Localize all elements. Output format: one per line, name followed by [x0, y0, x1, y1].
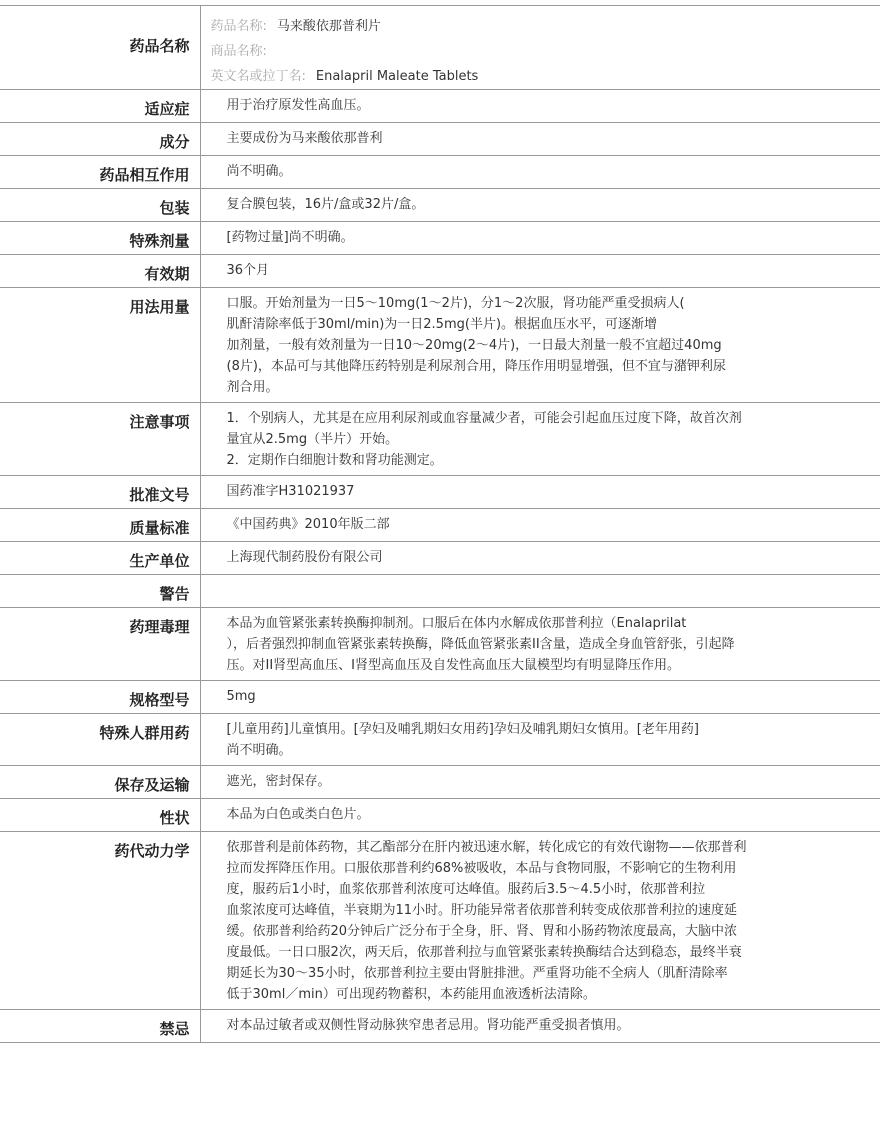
row-value-line: 尚不明确。 [226, 743, 292, 758]
row-label [0, 189, 200, 222]
spec-row [0, 832, 880, 1010]
row-value [200, 403, 880, 476]
row-label [0, 681, 200, 714]
row-value-line: 尚不明确。 [226, 164, 292, 179]
spec-row [0, 608, 880, 681]
row-value-line: 拉而发挥降压作用。口服依那普利约68%被吸收，本品与食物同服，不影响它的生物利用 [226, 861, 737, 876]
row-value-line: 遮光，密封保存。 [226, 774, 331, 789]
english-name-key: 英文名或拉丁名: [210, 69, 306, 84]
row-label-text: 药品相互作用 [99, 166, 190, 184]
spec-row [0, 1010, 880, 1043]
generic-name-value: 马来酸依那普利片 [276, 19, 381, 34]
row-value-line: 量宜从2.5mg（半片）开始。 [226, 432, 399, 447]
row-value-line: 《中国药典》2010年版二部 [226, 517, 390, 532]
row-value [200, 6, 880, 90]
row-label [0, 1010, 200, 1043]
row-label-text: 批准文号 [129, 486, 190, 504]
generic-name-key: 药品名称: [210, 19, 267, 34]
row-value [200, 681, 880, 714]
row-label [0, 123, 200, 156]
row-label [0, 6, 200, 90]
row-label [0, 255, 200, 288]
row-value [200, 123, 880, 156]
row-value [200, 476, 880, 509]
row-value [200, 608, 880, 681]
row-label [0, 799, 200, 832]
spec-row [0, 476, 880, 509]
row-value-line: 上海现代制药股份有限公司 [226, 550, 383, 565]
row-label-text: 质量标准 [129, 519, 190, 537]
row-value-line: 主要成份为马来酸依那普利 [226, 131, 383, 146]
row-value [200, 90, 880, 123]
spec-row [0, 189, 880, 222]
row-label-text: 规格型号 [129, 691, 190, 709]
spec-row [0, 542, 880, 575]
row-value [200, 1010, 880, 1043]
english-name-value: Enalapril Maleate Tablets [315, 69, 479, 84]
row-value [200, 714, 880, 766]
spec-row [0, 766, 880, 799]
spec-row [0, 799, 880, 832]
row-value-line: 依那普利是前体药物，其乙酯部分在肝内被迅速水解，转化成它的有效代谢物——依那普利 [226, 840, 747, 855]
row-label-text: 包装 [159, 199, 190, 217]
row-label-text: 生产单位 [129, 552, 190, 570]
row-value-line: [药物过量]尚不明确。 [226, 230, 354, 245]
row-label [0, 714, 200, 766]
spec-row [0, 90, 880, 123]
trade-name-line [201, 39, 791, 64]
spec-row [0, 509, 880, 542]
row-value-line: 度最低。一日口服2次，两天后，依那普利拉与血管紧张素转换酶结合达到稳态，最终半衰 [226, 945, 742, 960]
row-value [200, 255, 880, 288]
spec-row [0, 255, 880, 288]
row-value-line: 36个月 [226, 263, 270, 278]
row-value-line: 低于30ml／min）可出现药物蓄积，本药能用血液透析法清除。 [226, 987, 596, 1002]
row-value [200, 509, 880, 542]
row-label [0, 90, 200, 123]
spec-row [0, 123, 880, 156]
row-label-text: 有效期 [144, 265, 190, 283]
row-value [200, 832, 880, 1010]
row-value [200, 189, 880, 222]
row-value-line: 口服。开始剂量为一日5～10mg(1～2片)，分1～2次服，肾功能严重受损病人( [226, 296, 685, 311]
row-value-line: 1．个别病人，尤其是在应用利尿剂或血容量减少者，可能会引起血压过度下降，故首次剂 [226, 411, 742, 426]
row-label [0, 575, 200, 608]
row-value-line: ），后者强烈抑制血管紧张素转换酶，降低血管紧张素II含量，造成全身血管舒张，引起降 [226, 637, 735, 652]
row-value [200, 156, 880, 189]
row-label-text: 禁忌 [159, 1020, 190, 1038]
spec-row [0, 222, 880, 255]
drug-spec-table [0, 5, 880, 1043]
row-label-text: 药品名称 [129, 37, 190, 55]
generic-name-line [201, 14, 791, 39]
row-label [0, 156, 200, 189]
row-label-text: 特殊人群用药 [99, 724, 190, 742]
row-value-line: 剂合用。 [226, 380, 279, 395]
trade-name-key: 商品名称: [210, 44, 267, 59]
row-value [200, 222, 880, 255]
row-value-line: [儿童用药]儿童慎用。[孕妇及哺乳期妇女用药]孕妇及哺乳期妇女慎用。[老年用药] [226, 722, 699, 737]
spec-row [0, 156, 880, 189]
row-label-text: 特殊剂量 [129, 232, 190, 250]
spec-row [0, 288, 880, 403]
row-value-line: 2．定期作白细胞计数和肾功能测定。 [226, 453, 443, 468]
english-name-line [201, 64, 791, 89]
row-label [0, 222, 200, 255]
row-label-text: 保存及运输 [114, 776, 190, 794]
spec-row [0, 575, 880, 608]
row-label [0, 288, 200, 403]
row-value [200, 542, 880, 575]
row-label-text: 药代动力学 [114, 842, 190, 860]
row-value [200, 288, 880, 403]
row-drug-names [0, 6, 880, 90]
row-label [0, 403, 200, 476]
row-value-line: 本品为白色或类白色片。 [226, 807, 370, 822]
row-label-text: 用法用量 [129, 298, 190, 316]
row-value [200, 799, 880, 832]
row-label-text: 性状 [159, 809, 190, 827]
spec-row [0, 714, 880, 766]
row-value-line: 血浆浓度可达峰值，半衰期为11小时。肝功能异常者依那普利转变成依那普利拉的速度延 [226, 903, 738, 918]
row-value-line: 本品为血管紧张素转换酶抑制剂。口服后在体内水解成依那普利拉（Enalaprilat [226, 616, 687, 631]
row-value-line: 期延长为30～35小时，依那普利拉主要由肾脏排泄。严重肾功能不全病人（肌酐清除率 [226, 966, 728, 981]
drug-spec-body [0, 6, 880, 1043]
row-label [0, 766, 200, 799]
row-label [0, 608, 200, 681]
row-label-text: 警告 [159, 585, 190, 603]
row-value-line: 度，服药后1小时，血浆依那普利浓度可达峰值。服药后3.5～4.5小时，依那普利拉 [226, 882, 706, 897]
row-label-text: 成分 [159, 133, 190, 151]
row-value [200, 575, 880, 608]
spec-row [0, 403, 880, 476]
row-value-line: 用于治疗原发性高血压。 [226, 98, 370, 113]
row-value-line: 国药准字H31021937 [226, 484, 355, 499]
row-value-line: (8片)，本品可与其他降压药特别是利尿剂合用，降压作用明显增强，但不宜与潴钾利尿 [226, 359, 726, 374]
row-value-line: 5mg [226, 689, 256, 704]
row-label [0, 476, 200, 509]
row-label [0, 509, 200, 542]
row-value-line: 加剂量，一般有效剂量为一日10～20mg(2～4片)，一日最大剂量一般不宜超过40mg [226, 338, 722, 353]
row-value-line: 肌酐清除率低于30ml/min)为一日2.5mg(半片)。根据血压水平，可逐渐增 [226, 317, 658, 332]
spec-row [0, 681, 880, 714]
row-label [0, 542, 200, 575]
row-label-text: 适应症 [144, 100, 190, 118]
row-value-line: 压。对II肾型高血压、I肾型高血压及自发性高血压大鼠模型均有明显降压作用。 [226, 658, 681, 673]
row-label [0, 832, 200, 1010]
row-value [200, 766, 880, 799]
row-value-line: 复合膜包装，16片/盒或32片/盒。 [226, 197, 425, 212]
row-value-line: 缓。依那普利给药20分钟后广泛分布于全身，肝、肾、胃和小肠药物浓度最高，大脑中浓 [226, 924, 738, 939]
row-value-line: 对本品过敏者或双侧性肾动脉狭窄患者忌用。肾功能严重受损者慎用。 [226, 1018, 630, 1033]
row-label-text: 注意事项 [129, 413, 190, 431]
row-label-text: 药理毒理 [129, 618, 190, 636]
